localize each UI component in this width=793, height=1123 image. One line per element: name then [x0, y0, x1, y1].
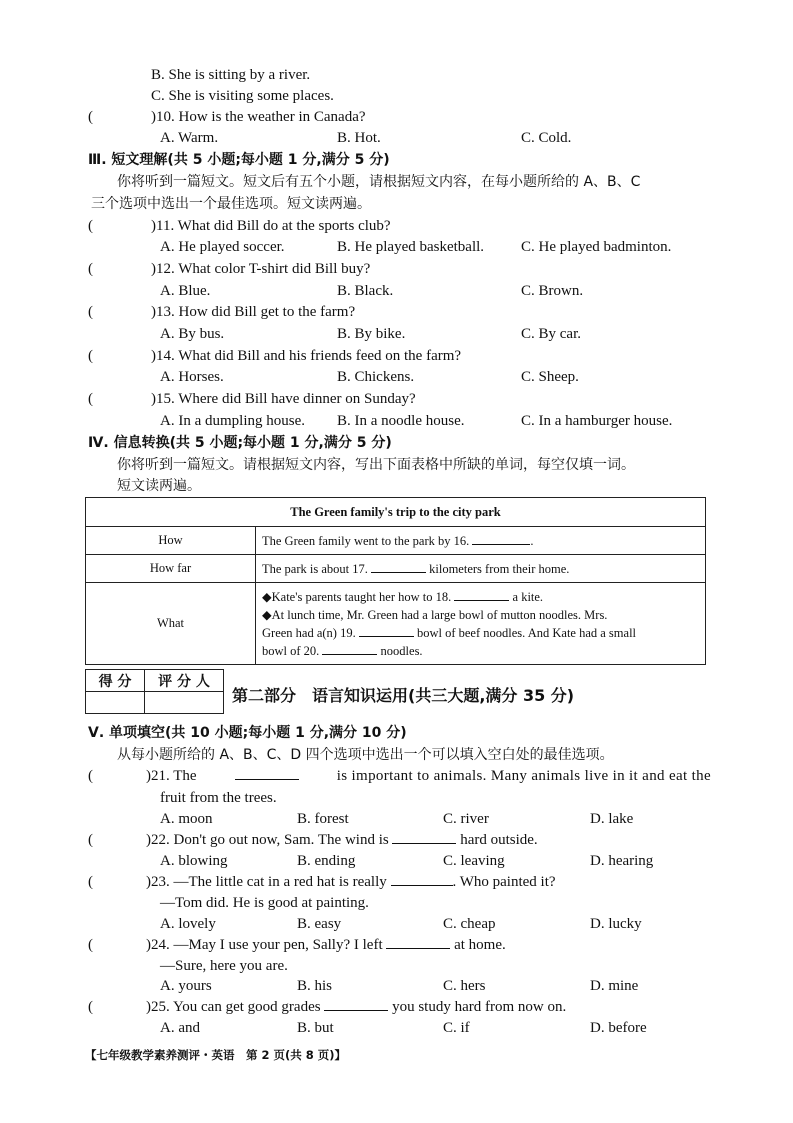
- q25-blank[interactable]: [324, 998, 388, 1011]
- q24-option-a: A. yours: [160, 978, 212, 994]
- table-row-how: [256, 527, 706, 555]
- q25-answer-paren[interactable]: (: [88, 999, 93, 1015]
- blank-16[interactable]: [472, 532, 530, 545]
- score-field[interactable]: [86, 692, 145, 714]
- table-row-label-what: What: [86, 583, 256, 665]
- q9-option-b: B. She is sitting by a river.: [151, 67, 311, 83]
- q23-stem-line-2: —Tom did. He is good at painting.: [160, 895, 369, 911]
- part-2-heading: 第二部分 语言知识运用(共三大题,满分 35 分): [232, 686, 575, 705]
- q24-option-d: D. mine: [590, 978, 639, 994]
- grader-label: 评 分 人: [145, 670, 224, 692]
- what-line-4-end: noodles.: [380, 643, 423, 658]
- q10-option-b: B. Hot.: [337, 130, 381, 146]
- section-3-instruction-2: 三个选项中选出一个最佳选项。短文读两遍。: [91, 196, 371, 212]
- blank-18[interactable]: [454, 588, 509, 601]
- q14-option-c: C. Sheep.: [521, 369, 579, 385]
- q23-option-d: D. lucky: [590, 916, 642, 932]
- q14-option-b: B. Chickens.: [337, 369, 415, 385]
- how-far-text-end: kilometers from their home.: [429, 561, 570, 576]
- section-4-instruction: 你将听到一篇短文。请根据短文内容，写出下面表格中所缺的单词，每空仅填一词。: [117, 457, 635, 473]
- q24-blank[interactable]: [386, 936, 450, 949]
- q24-option-c: C. hers: [443, 978, 486, 994]
- q21-stem-end: is important to animals. Many animals live in it and eat the: [336, 768, 711, 784]
- q22-option-a: A. blowing: [160, 853, 228, 869]
- section-4-heading: Ⅳ. 信息转换(共 5 小题;每小题 1 分,满分 5 分): [88, 435, 392, 451]
- table-row-what: [256, 583, 706, 665]
- how-text-end: .: [530, 533, 534, 548]
- q22-option-d: D. hearing: [590, 853, 654, 869]
- section-5-heading: Ⅴ. 单项填空(共 10 小题;每小题 1 分,满分 10 分): [88, 725, 407, 741]
- q12-option-c: C. Brown.: [521, 283, 584, 299]
- q24-answer-paren[interactable]: (: [88, 937, 93, 953]
- q13-answer-paren[interactable]: (: [88, 304, 93, 320]
- q21-stem-start: )21. The: [146, 768, 197, 784]
- q24-stem: [146, 936, 506, 954]
- q21-option-d: D. lake: [590, 811, 634, 827]
- table-row-label-how: How: [86, 527, 256, 555]
- q23-answer-paren[interactable]: (: [88, 874, 93, 890]
- table-title: The Green family's trip to the city park: [86, 498, 706, 527]
- q11-option-b: B. He played basketball.: [337, 239, 485, 255]
- q12-answer-paren[interactable]: (: [88, 261, 93, 277]
- q12-stem: )12. What color T-shirt did Bill buy?: [151, 261, 371, 277]
- q25-stem-end: you study hard from now on.: [392, 999, 567, 1015]
- q14-stem: )14. What did Bill and his friends feed on the farm?: [151, 348, 462, 364]
- q23-stem: [146, 873, 556, 891]
- q22-stem-start: )22. Don't go out now, Sam. The wind is: [146, 832, 389, 848]
- q24-stem-start: )24. —May I use your pen, Sally? I left: [146, 937, 383, 953]
- what-line-1: ◆Kate's parents taught her how to 18.: [262, 589, 452, 604]
- q11-option-a: A. He played soccer.: [160, 239, 285, 255]
- q23-option-b: B. easy: [297, 916, 342, 932]
- q13-stem: )13. How did Bill get to the farm?: [151, 304, 356, 320]
- q12-option-b: B. Black.: [337, 283, 394, 299]
- how-text: The Green family went to the park by 16.: [262, 533, 470, 548]
- grader-field[interactable]: [145, 692, 224, 714]
- q23-blank[interactable]: [391, 873, 453, 886]
- q11-option-c: C. He played badminton.: [521, 239, 672, 255]
- q10-answer-paren[interactable]: (: [88, 109, 93, 125]
- section-3-heading: Ⅲ. 短文理解(共 5 小题;每小题 1 分,满分 5 分): [88, 152, 390, 168]
- q21-blank[interactable]: [235, 767, 299, 780]
- q25-option-c: C. if: [443, 1020, 470, 1036]
- q14-option-a: A. Horses.: [160, 369, 224, 385]
- q22-answer-paren[interactable]: (: [88, 832, 93, 848]
- score-label: 得 分: [86, 670, 145, 692]
- q15-stem: )15. Where did Bill have dinner on Sunday?: [151, 391, 416, 407]
- section-4-instruction-2: 短文读两遍。: [117, 478, 201, 494]
- table-row-how-far: [256, 555, 706, 583]
- q9-option-c: C. She is visiting some places.: [151, 88, 334, 104]
- section-5-instruction: 从每小题所给的 A、B、C、D 四个选项中选出一个可以填入空白处的最佳选项。: [117, 747, 614, 763]
- q25-stem-start: )25. You can get good grades: [146, 999, 321, 1015]
- score-box: [85, 669, 224, 714]
- what-line-4: bowl of 20.: [262, 643, 320, 658]
- blank-17[interactable]: [371, 560, 426, 573]
- q24-option-b: B. his: [297, 978, 333, 994]
- q21-option-b: B. forest: [297, 811, 349, 827]
- what-line-3-end: bowl of beef noodles. And Kate had a small: [416, 625, 637, 640]
- q25-stem: [146, 998, 566, 1016]
- q13-option-c: C. By car.: [521, 326, 581, 342]
- q10-option-c: C. Cold.: [521, 130, 572, 146]
- q15-option-b: B. In a noodle house.: [337, 413, 465, 429]
- how-far-text: The park is about 17.: [262, 561, 368, 576]
- q21-option-a: A. moon: [160, 811, 213, 827]
- q22-option-b: B. ending: [297, 853, 356, 869]
- what-line-2: ◆At lunch time, Mr. Green had a large bowl of mutton noodles. Mrs.: [262, 607, 608, 622]
- q22-stem-end: hard outside.: [460, 832, 538, 848]
- q23-option-a: A. lovely: [160, 916, 216, 932]
- table-row-label-how-far: How far: [86, 555, 256, 583]
- q13-option-b: B. By bike.: [337, 326, 406, 342]
- q23-stem-start: )23. —The little cat in a red hat is really: [146, 874, 387, 890]
- what-line-3: Green had a(n) 19.: [262, 625, 356, 640]
- q25-option-a: A. and: [160, 1020, 200, 1036]
- q24-stem-line-2: —Sure, here you are.: [160, 958, 288, 974]
- what-line-1-end: a kite.: [512, 589, 544, 604]
- q22-stem: [146, 831, 538, 849]
- q25-option-d: D. before: [590, 1020, 647, 1036]
- q21-option-c: C. river: [443, 811, 489, 827]
- section-3-instruction: 你将听到一篇短文。短文后有五个小题，请根据短文内容，在每小题所给的 A、B、C: [117, 174, 641, 190]
- q21-stem-line-2: fruit from the trees.: [160, 790, 277, 806]
- trip-info-table: [85, 497, 706, 665]
- q23-stem-end: . Who painted it?: [452, 874, 556, 890]
- q15-option-c: C. In a hamburger house.: [521, 413, 673, 429]
- q21-stem: [146, 767, 711, 785]
- blank-19[interactable]: [359, 624, 414, 637]
- q11-stem: )11. What did Bill do at the sports club?: [151, 218, 391, 234]
- q11-answer-paren[interactable]: (: [88, 218, 93, 234]
- q15-answer-paren[interactable]: (: [88, 391, 93, 407]
- q25-option-b: B. but: [297, 1020, 334, 1036]
- q23-option-c: C. cheap: [443, 916, 496, 932]
- q10-stem: )10. How is the weather in Canada?: [151, 109, 366, 125]
- q22-option-c: C. leaving: [443, 853, 505, 869]
- q15-option-a: A. In a dumpling house.: [160, 413, 305, 429]
- q24-stem-end: at home.: [454, 937, 506, 953]
- q14-answer-paren[interactable]: (: [88, 348, 93, 364]
- q12-option-a: A. Blue.: [160, 283, 211, 299]
- blank-20[interactable]: [322, 642, 377, 655]
- page-footer: 【七年级教学素养测评・英语 第 2 页(共 8 页)】: [85, 1048, 347, 1062]
- q13-option-a: A. By bus.: [160, 326, 225, 342]
- q22-blank[interactable]: [392, 831, 456, 844]
- q10-option-a: A. Warm.: [160, 130, 219, 146]
- q21-answer-paren[interactable]: (: [88, 768, 93, 784]
